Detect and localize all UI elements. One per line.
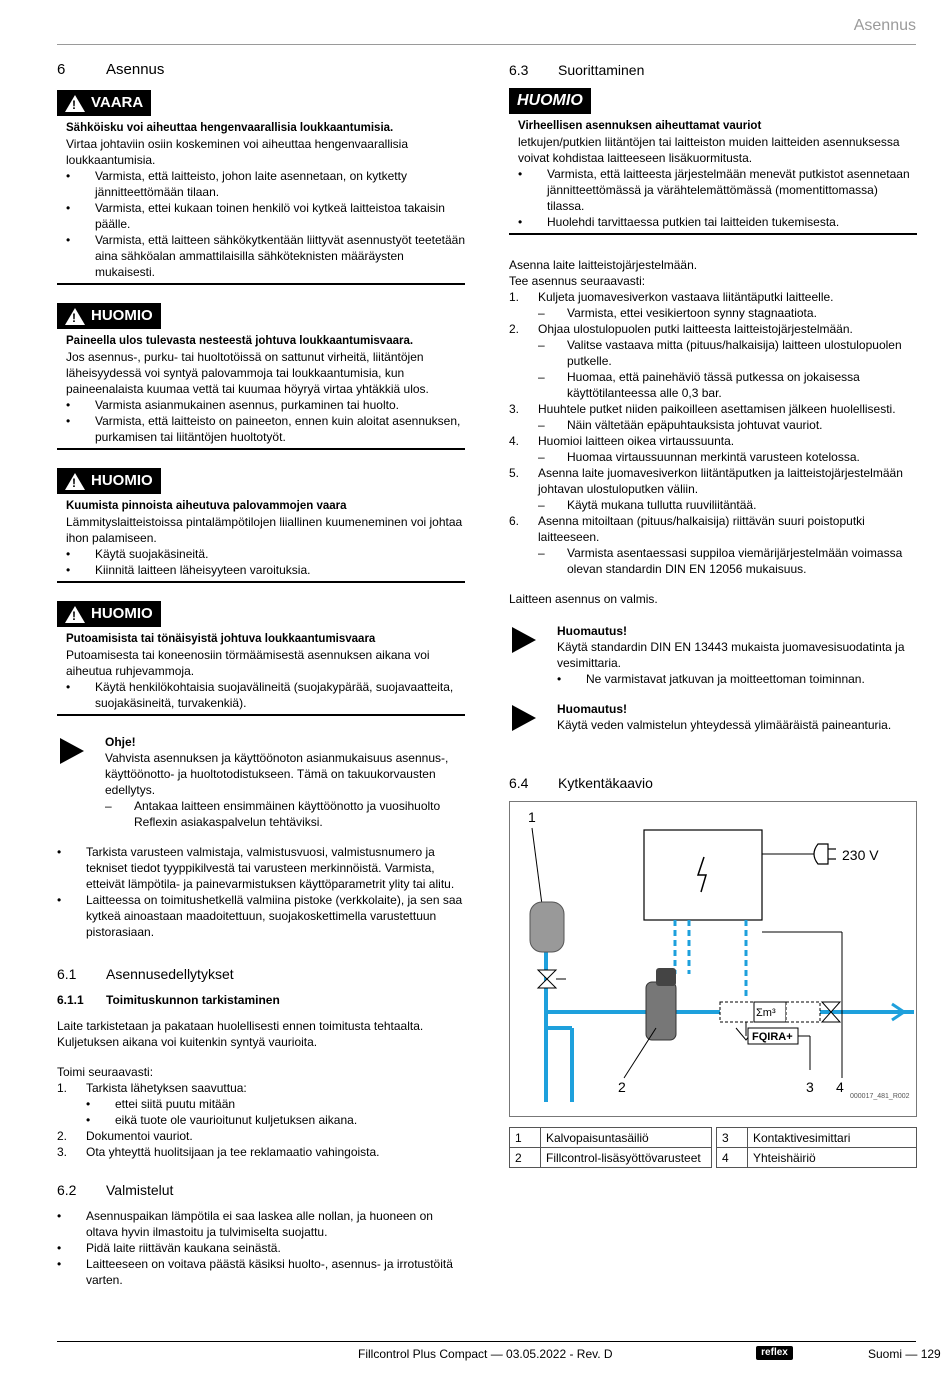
huomio-badge: HUOMIO [509,88,591,114]
huomautus-note-2 [509,701,917,733]
diagram-label-2: 2 [618,1079,626,1095]
list-item: 1. Tarkista lähetyksen saavuttua: [57,1081,247,1095]
warning-bullet: • Varmista asianmukainen asennus, purkaminen tai huolto. [66,398,399,412]
fillcontrol-head [656,968,676,986]
list-item: • Tarkista varusteen valmistaja, valmistusvuosi, valmistusnumero ja tekniset tiedot tyyppikilvestä tai varusteen merkinnöistä. Varmista, etteivät lämpötila- ja painevarmistuksen käyttöparametrit ylity tai alitu. [57,845,455,891]
diagram-label-4: 4 [836,1079,844,1095]
list-item: 1. Kuljeta juomavesiverkon vastaava liitäntäputki laitteelle. [509,290,834,304]
footer-doc: Fillcontrol Plus Compact — 03.05.2022 - Rev. D [358,1347,613,1361]
huomio-badge: ! HUOMIO [57,601,161,627]
left-column [57,62,465,1288]
connection-diagram [509,801,917,1117]
warning-bullet: • Varmista, että laitteisto on paineeton, ennen kuin aloitat asennuksen, purkamisen tai liitäntöjen huoltotyöt. [66,414,461,444]
list-item: 6. Asenna mitoiltaan (pituus/halkaisija) riittävän suuri poistoputki laitteeseen. [509,514,865,544]
note-arrow-icon [512,705,536,731]
legend-table-right [716,1127,917,1168]
expansion-vessel [530,902,564,952]
list-item: • Pidä laite riittävän kaukana seinästä. [57,1241,281,1255]
warning-bullet: • Varmista, ettei kukaan toinen henkilö voi kytkeä laitteistoa takaisin päälle. [66,201,445,231]
list-item: • Asennuspaikan lämpötila ei saa laskea alle nollan, ja huoneen on oltava hyvin ilmastoitu ja tulvimiselta suojattu. [57,1209,433,1239]
vaara-warning [57,90,465,285]
note-arrow-icon [60,738,84,764]
list-item: – Varmista, ettei vesikiertoon synny stagnaatiota. [538,306,817,320]
list-item: – Näin vältetään epäpuhtauksista johtuvat vauriot. [538,418,823,432]
paragraph: Asenna laite laitteistojärjestelmään. [509,258,698,272]
huomio-badge: ! HUOMIO [57,303,161,329]
note-text: Käytä standardin DIN EN 13443 mukaista juomavesisuodatinta ja vesimittaria. [557,640,905,670]
warning-triangle-icon [65,473,85,490]
list-item: – Huomaa, että painehäviö tässä putkessa on jokaisessa käyttötilanteessa alle 0,3 bar. [538,370,860,400]
diagram-label-1: 1 [528,809,536,825]
huomio-warning-2 [57,468,465,583]
huomio-warning-1 [57,303,465,450]
warning-text: Lämmityslaitteistoissa pintalämpötilojen liiallinen kuumeneminen voi johtaa ihon palamiseen. [66,515,463,545]
ohje-note [57,734,465,830]
footer-page: Suomi — 129 [868,1347,941,1361]
table-row: 3 Kontaktivesimittari [717,1128,917,1148]
warning-bullet: • Kiinnitä laitteen läheisyyteen varoituksia. [66,563,311,577]
list-item: – Valitse vastaava mitta (pituus/halkaisija) laitteen ulostulopuolen putkelle. [538,338,902,368]
footer-divider [57,1341,916,1342]
warning-text: Putoamisesta tai koneenosiin törmäämisestä asennuksen aikana voi aiheutua ruhjevammoja. [66,648,430,678]
warning-text: Jos asennus-, purku- tai huoltotöissä on sattunut virheitä, liitäntöjen läheisyydessä voi syntyä palovammoja tai loukkaantumisia, kun paineenalaista kuumaa vettä tai kuumaa höyryä virtaa yhtäkkiä ulos. [66,350,429,396]
diagram-svg [510,802,916,1116]
warning-bullet: • Huolehdi tarvittaessa putkien tai laitteiden tukemisesta. [518,215,840,229]
vaara-badge: ! VAARA [57,90,151,116]
note-title: Huomautus! [557,702,627,716]
fillcontrol-unit [646,982,676,1040]
list-item: 3. Ota yhteyttä huolitsijaan ja tee reklamaatio vahingoista. [57,1145,380,1159]
warning-triangle-icon [65,606,85,623]
note-title: Huomautus! [557,624,627,638]
list-item: 2. Dokumentoi vauriot. [57,1129,193,1143]
diagram-label-3: 3 [806,1079,814,1095]
huomio-warning-4 [509,88,917,235]
warning-triangle-icon [65,308,85,325]
note-title: Ohje! [105,735,136,749]
list-item: – Varmista asentaessasi suppiloa viemärijärjestelmään voimassa olevan standardin DIN EN 12056 mukaisuus. [538,546,903,576]
list-item: 3. Huuhtele putket niiden paikoilleen asettamisen jälkeen huolellisesti. [509,402,896,416]
running-header: Asennus [853,17,916,34]
section-6-1-1-heading: 6.1.1 Toimituskunnon tarkistaminen [57,993,280,1007]
list-item: 2. Ohjaa ulostulopuolen putki laitteesta laitteistojärjestelmään. [509,322,853,336]
note-text: Vahvista asennuksen ja käyttöönoton asianmukaisuus asennus-, käyttöönotto- ja huoltotodistukseen. Tämä on takuukorvausten edellytys. [105,751,449,797]
table-row: 4 Yhteishäiriö [717,1148,917,1168]
warning-bullet: • Varmista, että laitteisto, johon laite asennetaan, on kytketty jännitteettömään tilaan. [66,169,407,199]
list-item: • Laitteeseen on voitava päästä käsiksi huolto-, asennus- ja irrotustöitä varten. [57,1257,453,1287]
paragraph: Laite tarkistetaan ja pakataan huolellisesti ennen toimitusta tehtaalta. Kuljetuksen aikana voi kuitenkin syntyä vaurioita. [57,1019,424,1049]
warning-triangle-icon [65,95,85,112]
note-arrow-icon [512,627,536,653]
reflex-logo: reflex [756,1346,793,1360]
list-item: – Huomaa virtaussuunnan merkintä varusteen kotelossa. [538,450,860,464]
warning-text: Virtaa johtaviin osiin koskeminen voi aiheuttaa hengenvaarallisia loukkaantumisia. [66,137,408,167]
paragraph: Toimi seuraavasti: [57,1065,154,1079]
huomio-warning-3 [57,601,465,716]
section-6-3-heading: 6.3 Suorittaminen [509,62,645,78]
meter-sum-label: Σm³ [756,1007,776,1019]
list-item: • ettei siitä puutu mitään [86,1097,236,1111]
section-6-1-heading: 6.1 Asennusedellytykset [57,966,234,982]
fqira-label: FQIRA+ [752,1031,793,1043]
warning-bullet: • Varmista, että laitteesta järjestelmään menevät putkistot asennetaan jännitteettömässä ja värähtelemättömässä (momentittomassa) tilassa. [518,167,910,213]
list-item: 4. Huomioi laitteen oikea virtaussuunta. [509,434,735,448]
table-row: 2 Fillcontrol-lisäsyöttövarusteet [510,1148,712,1168]
header-divider [57,44,916,45]
warning-title: Sähköisku voi aiheuttaa hengenvaarallisia loukkaantumisia. [66,122,394,134]
paragraph: Laitteen asennus on valmis. [509,592,658,606]
section-6-2-heading: 6.2 Valmistelut [57,1182,174,1198]
diagram-code: 000017_481_R002 [850,1093,910,1100]
table-row: 1 Kalvopaisuntasäiliö [510,1128,712,1148]
meter-body [720,1002,754,1022]
diagram-legend [509,1127,917,1168]
list-item: • eikä tuote ole vaurioitunut kuljetuksen aikana. [86,1113,358,1127]
list-item: 5. Asenna laite juomavesiverkon liitäntäputken ja laitteistojärjestelmään johtavan ulostuloputken väliin. [509,466,903,496]
note-subitem: – Antakaa laitteen ensimmäinen käyttöönotto ja vuosihuolto Reflexin asiakaspalvelun tehtäviksi. [105,799,441,829]
list-item: • Laitteessa on toimitushetkellä valmiina pistoke (verkkolaite), ja sen saa kytkeä ainoastaan maadoitettuun, suojakoskettimella varustettuun pistorasiaan. [57,893,463,939]
note-text: Käytä veden valmistelun yhteydessä ylimääräistä paineanturia. [557,718,892,732]
legend-table-left [509,1127,712,1168]
huomio-badge: ! HUOMIO [57,468,161,494]
list-item: – Käytä mukana tullutta ruuviliitäntää. [538,498,757,512]
huomautus-note-1 [509,623,917,687]
warning-text: letkujen/putkien liitäntöjen tai laitteiston muiden laitteiden asennuksessa voivat kohdistaa laitteeseen lisäkuormitusta. [518,135,900,165]
section-6-4-heading: 6.4 Kytkentäkaavio [509,775,653,791]
note-subitem: • Ne varmistavat jatkuvan ja moitteettoman toiminnan. [557,672,865,686]
warning-bullet: • Varmista, että laitteen sähkökytkentään liittyvät asennustyöt teetetään aina sähköalan ammattilaisilla sähköteknisten määräysten mukaisesti. [66,233,465,279]
plug-icon [814,844,828,864]
right-column [509,62,917,1168]
warning-bullet: • Käytä suojakäsineitä. [66,547,209,561]
warning-title: Kuumista pinnoista aiheutuva palovammojen vaara [66,500,347,512]
warning-title: Virheellisen asennuksen aiheuttamat vauriot [518,120,762,132]
paragraph: Tee asennus seuraavasti: [509,274,646,288]
voltage-label: 230 V [842,847,879,863]
warning-title: Paineella ulos tulevasta nesteestä johtuva loukkaantumisvaara. [66,335,414,347]
section-6-heading: 6 Asennus [57,61,165,78]
warning-bullet: • Käytä henkilökohtaisia suojavälineitä (suojakypärää, suojavaatteita, suojakäsineitä, turvakenkiä). [66,680,454,710]
valve-icon [538,970,556,988]
warning-title: Putoamisista tai tönäisyistä johtuva loukkaantumisvaara [66,633,376,645]
